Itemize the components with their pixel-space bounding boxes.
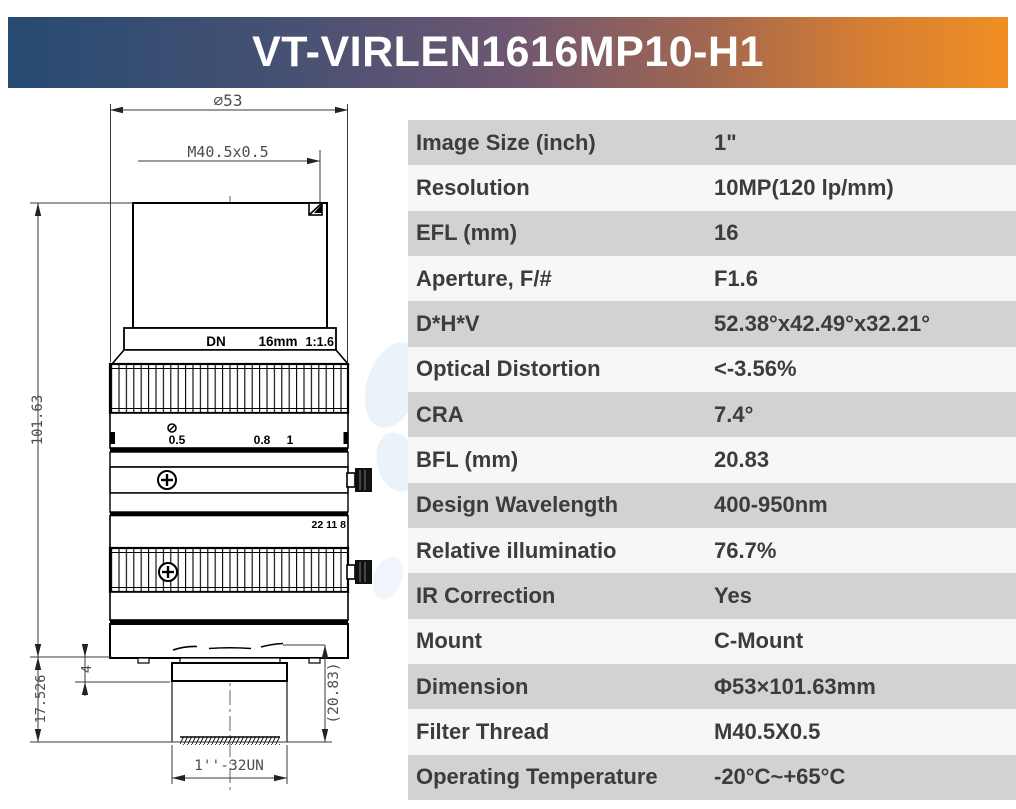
spec-row: [408, 573, 1016, 618]
filter-barrel: [133, 203, 327, 328]
spec-row: [408, 301, 1016, 346]
dim-mount-thread-label: 1''-32UN: [194, 758, 264, 774]
spec-row: [408, 211, 1016, 256]
thumbscrew-2: [347, 560, 372, 584]
spec-row: [408, 165, 1016, 210]
spec-row: [408, 755, 1016, 800]
dim-filter-thread-label: M40.5x0.5: [187, 143, 269, 161]
lens-technical-drawing: [0, 0, 410, 809]
spec-value: Φ53×101.63mm: [714, 673, 876, 699]
lock-band-1: [110, 467, 348, 493]
spec-label: Optical Distortion: [416, 356, 601, 382]
body-band-3: [110, 592, 348, 620]
dim-back-length-label: 17.526: [33, 674, 49, 724]
spec-value: <-3.56%: [714, 356, 797, 382]
bottom-step-left: [138, 658, 149, 663]
filter-thread-notch-icon: [309, 203, 322, 215]
spec-row: [408, 392, 1016, 437]
focus-scale-band: [110, 413, 348, 448]
spec-label: Dimension: [416, 673, 529, 699]
spec-label: Relative illuminatio: [416, 537, 617, 563]
spec-value: F1.6: [714, 265, 759, 291]
marking-aperture-ratio: 1:1.6: [305, 335, 334, 349]
spec-label: Mount: [416, 628, 482, 654]
spec-row: [408, 437, 1016, 482]
set-screw-2: [159, 563, 177, 581]
spec-label: CRA: [416, 401, 464, 427]
focus-scale-1: 1: [286, 433, 294, 447]
spec-label: Operating Temperature: [416, 764, 658, 790]
spec-label: Filter Thread: [416, 718, 550, 744]
dim-total-length-label: 101.63: [30, 394, 46, 446]
spec-value: 52.38°x42.49°x32.21°: [714, 310, 931, 336]
dim-diameter-label: ∅53: [213, 91, 243, 110]
focus-ring: [110, 364, 348, 413]
name-band-chamfer: [112, 350, 348, 364]
focus-scale-05: 0.5: [168, 433, 186, 447]
mount-flange: [172, 663, 287, 681]
thumbscrew-1: [347, 468, 372, 492]
spec-label: Design Wavelength: [416, 492, 619, 518]
marking-focal: 16mm: [258, 334, 298, 349]
spec-table: [408, 120, 1016, 800]
spec-row: [408, 619, 1016, 664]
mount-thread-barrel: [172, 681, 287, 745]
spec-label: EFL (mm): [416, 220, 518, 246]
product-title: VT-VIRLEN1616MP10-H1: [252, 28, 764, 76]
dim-bfl-label: (20.83): [326, 662, 342, 724]
dim-flange-thickness-label: 4: [79, 664, 95, 674]
spec-row: [408, 483, 1016, 528]
iris-ring: [110, 548, 348, 592]
marking-brand: DN: [206, 334, 226, 349]
spec-value: 400-950nm: [714, 492, 828, 518]
spec-value: -20°C~+65°C: [714, 764, 846, 790]
iris-scale-label: 22 11 8: [311, 519, 346, 531]
spec-label: Aperture, F/#: [416, 265, 552, 291]
spec-value: C-Mount: [714, 628, 804, 654]
spec-value: 7.4°: [714, 401, 754, 427]
body-band-2: [110, 493, 348, 512]
spec-label: IR Correction: [416, 582, 556, 608]
name-band: [124, 328, 336, 350]
spec-row: [408, 664, 1016, 709]
spec-value: 16: [714, 220, 739, 246]
spec-row: [408, 120, 1016, 165]
body-band-1: [110, 452, 348, 467]
bottom-step-right: [309, 658, 320, 663]
spec-label: D*H*V: [416, 310, 480, 336]
spec-row: [408, 528, 1016, 573]
spec-label: Resolution: [416, 174, 530, 200]
lens-body: [110, 203, 348, 745]
spec-label: BFL (mm): [416, 446, 519, 472]
spec-value: 20.83: [714, 446, 770, 472]
spec-value: 1": [714, 129, 737, 155]
spec-value: Yes: [714, 582, 752, 608]
spec-label: Image Size (inch): [416, 129, 596, 155]
spec-value: M40.5X0.5: [714, 718, 821, 744]
spec-value: 10MP(120 lp/mm): [714, 174, 894, 200]
set-screw-1: [158, 471, 176, 489]
spec-value: 76.7%: [714, 537, 777, 563]
spec-row: [408, 709, 1016, 754]
rear-body: [110, 624, 348, 658]
focus-scale-08: 0.8: [253, 433, 271, 447]
spec-row: [408, 347, 1016, 392]
spec-row: [408, 256, 1016, 301]
